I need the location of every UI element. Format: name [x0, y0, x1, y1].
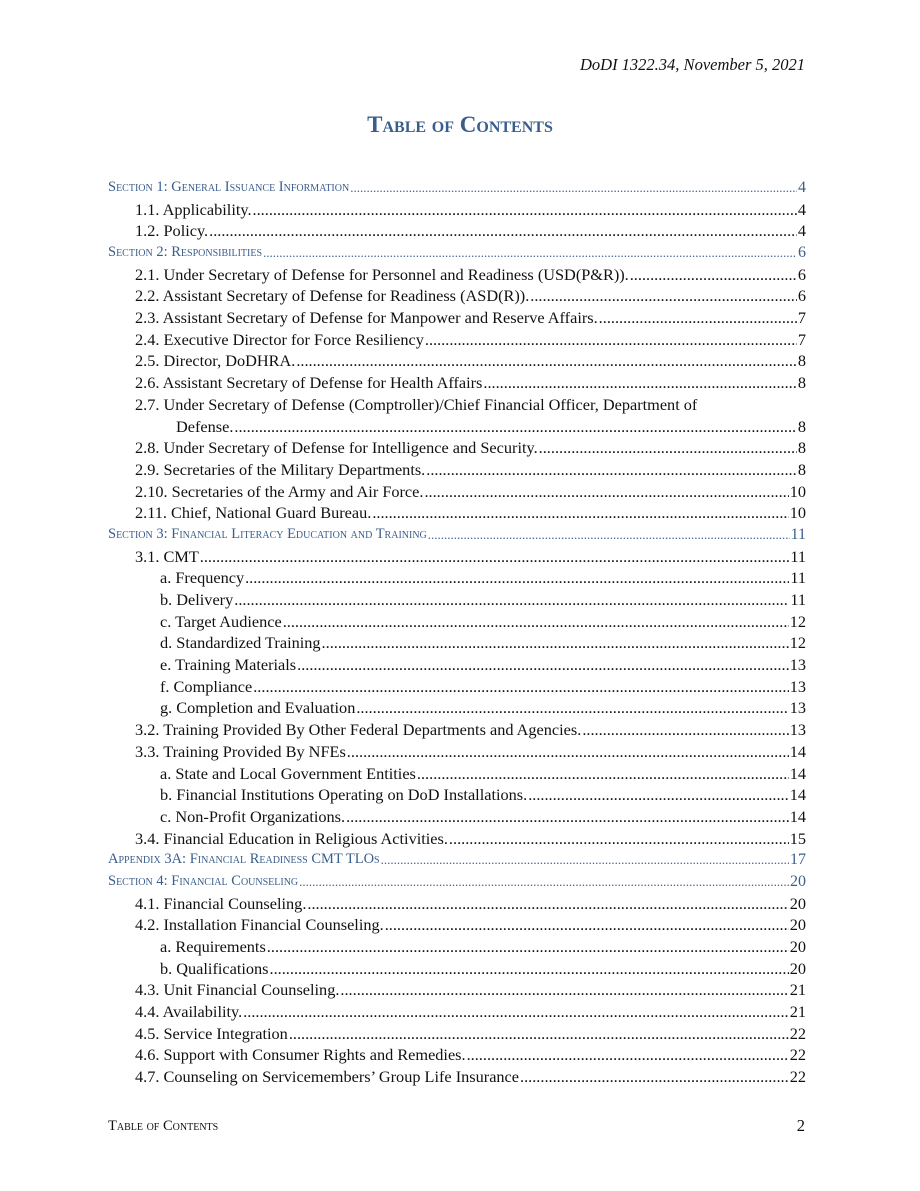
toc-entry-page: 20 [789, 958, 806, 978]
dot-leader [428, 524, 790, 546]
toc-entry-page: 22 [789, 1045, 806, 1065]
toc-entry[interactable] [108, 546, 806, 568]
toc-entry-page: 14 [789, 741, 806, 761]
toc-entry-continued[interactable]: 2.7. Under Secretary of Defense (Comptroller)/Chief Financial Officer, Department of [135, 394, 698, 414]
toc-entry-page: 21 [789, 1002, 806, 1022]
toc-entry-title: 2.5. Director, DoDHRA. [135, 351, 296, 371]
toc-entry-title: Section 4: Financial Counseling [108, 872, 299, 889]
toc-entry[interactable] [108, 654, 806, 676]
toc-entry-page: 8 [797, 459, 806, 479]
toc-entry-title: 3.4. Financial Education in Religious Activities. [135, 828, 448, 848]
toc-entry-page: 14 [789, 806, 806, 826]
toc-entry[interactable] [108, 502, 806, 524]
dot-leader [425, 329, 797, 351]
toc-entry[interactable] [108, 698, 806, 720]
table-of-contents [108, 177, 806, 1088]
dot-leader [245, 567, 789, 589]
dot-leader [539, 437, 797, 459]
running-header: DoDI 1322.34, November 5, 2021 [579, 55, 805, 74]
toc-entry-title: Defense. [176, 416, 234, 436]
toc-entry-title: c. Non-Profit Organizations. [160, 806, 346, 826]
toc-entry-title: 1.2. Policy. [135, 221, 209, 241]
toc-entry-title: Section 3: Financial Literacy Education and Training [108, 525, 427, 542]
toc-entry[interactable] [108, 307, 806, 329]
dot-leader [381, 849, 789, 871]
toc-entry-page: 6 [797, 264, 806, 284]
toc-entry[interactable] [108, 264, 806, 286]
toc-section-entry[interactable] [108, 871, 806, 893]
toc-entry-page: 20 [789, 915, 806, 935]
toc-entry-page: 10 [789, 503, 806, 523]
toc-entry[interactable] [108, 719, 806, 741]
toc-entry[interactable] [108, 220, 806, 242]
dot-leader [350, 177, 797, 199]
toc-entry[interactable] [108, 329, 806, 351]
toc-entry-title: 2.4. Executive Director for Force Resiliency [135, 329, 424, 349]
dot-leader [630, 264, 797, 286]
toc-entry-title: a. State and Local Government Entities [160, 763, 416, 783]
toc-entry-page: 22 [789, 1067, 806, 1087]
toc-entry-title: 2.3. Assistant Secretary of Defense for Manpower and Reserve Affairs. [135, 308, 598, 328]
dot-leader [209, 220, 797, 242]
toc-entry-page: 4 [798, 178, 806, 196]
toc-entry-page: 7 [797, 329, 806, 349]
toc-entry-page: 13 [789, 655, 806, 675]
toc-entry-title: b. Financial Institutions Operating on DoD Installations. [160, 785, 528, 805]
dot-leader [426, 459, 797, 481]
toc-entry[interactable] [108, 285, 806, 307]
toc-entry[interactable] [108, 481, 806, 503]
toc-entry-title: 2.8. Under Secretary of Defense for Intelligence and Security. [135, 438, 538, 458]
dot-leader [467, 1044, 789, 1066]
dot-leader [417, 763, 789, 785]
dot-leader [234, 416, 796, 438]
toc-entry-title: 4.4. Availability. [135, 1002, 243, 1022]
toc-entry-title: d. Standardized Training [160, 633, 321, 653]
toc-entry-title: Section 1: General Issuance Information [108, 178, 350, 195]
toc-entry-page: 8 [797, 438, 806, 458]
toc-entry-page: 20 [789, 893, 806, 913]
toc-entry-page: 11 [790, 546, 806, 566]
toc-entry-title: 4.1. Financial Counseling. [135, 893, 307, 913]
dot-leader [322, 632, 789, 654]
toc-entry-page: 13 [789, 698, 806, 718]
toc-entry[interactable] [108, 611, 806, 633]
toc-entry[interactable] [108, 828, 806, 850]
toc-entry-page: 13 [789, 720, 806, 740]
toc-entry-title: g. Completion and Evaluation [160, 698, 356, 718]
toc-entry-title: a. Frequency [160, 568, 245, 588]
dot-leader [530, 285, 797, 307]
toc-entry-title: f. Compliance [160, 676, 253, 696]
dot-leader [483, 372, 796, 394]
toc-entry-title: 4.6. Support with Consumer Rights and Remedies. [135, 1045, 466, 1065]
dot-leader [283, 611, 789, 633]
toc-entry[interactable] [108, 806, 806, 828]
dot-leader [449, 828, 789, 850]
toc-entry[interactable] [108, 893, 806, 915]
toc-entry[interactable] [108, 936, 806, 958]
toc-entry-page: 20 [789, 937, 806, 957]
dot-leader [289, 1023, 789, 1045]
toc-entry[interactable] [108, 632, 806, 654]
footer-page-number: 2 [796, 1116, 805, 1135]
toc-entry-page: 8 [797, 416, 806, 436]
toc-entry-title: 2.11. Chief, National Guard Bureau. [135, 503, 372, 523]
dot-leader [297, 654, 789, 676]
toc-entry-title: e. Training Materials [160, 655, 297, 675]
toc-entry-page: 14 [789, 785, 806, 805]
dot-leader [263, 242, 797, 264]
toc-entry[interactable] [108, 914, 806, 936]
dot-leader [340, 979, 788, 1001]
toc-entry-page: 14 [789, 763, 806, 783]
toc-entry-page: 11 [790, 568, 806, 588]
toc-entry-page: 8 [797, 351, 806, 371]
toc-entry-page: 11 [790, 525, 806, 543]
toc-entry[interactable] [108, 784, 806, 806]
dot-leader [267, 936, 789, 958]
toc-entry[interactable] [108, 589, 806, 611]
toc-entry-title: b. Qualifications [160, 958, 269, 978]
dot-leader [424, 481, 788, 503]
toc-entry-page: 17 [790, 851, 806, 869]
toc-entry-title: c. Target Audience [160, 611, 282, 631]
dot-leader [528, 784, 789, 806]
dot-leader [346, 806, 789, 828]
toc-entry-title: b. Delivery [160, 590, 234, 610]
toc-section-entry[interactable] [108, 849, 806, 871]
toc-entry-title: Section 2: Responsibilities [108, 244, 263, 261]
toc-entry-page: 13 [789, 676, 806, 696]
toc-section-entry[interactable] [108, 524, 806, 546]
toc-entry[interactable] [108, 958, 806, 980]
dot-leader [243, 1001, 789, 1023]
toc-entry[interactable] [108, 741, 806, 763]
toc-entry[interactable] [108, 676, 806, 698]
dot-leader [582, 719, 788, 741]
footer-section-name: Table of Contents [108, 1118, 219, 1134]
toc-entry-page: 21 [789, 980, 806, 1000]
toc-entry-page: 20 [790, 872, 806, 890]
toc-entry[interactable] [108, 979, 806, 1001]
dot-leader [599, 307, 797, 329]
toc-entry[interactable] [108, 1023, 806, 1045]
toc-entry[interactable] [108, 437, 806, 459]
toc-section-entry[interactable] [108, 177, 806, 199]
toc-entry-page: 12 [789, 611, 806, 631]
toc-entry-title: 2.2. Assistant Secretary of Defense for Readiness (ASD(R)). [135, 286, 530, 306]
toc-entry-title: 3.1. CMT [135, 546, 199, 566]
toc-entry[interactable] [108, 372, 806, 394]
toc-entry-title: 2.1. Under Secretary of Defense for Personnel and Readiness (USD(P&R)). [135, 264, 629, 284]
toc-entry[interactable] [108, 1066, 806, 1088]
dot-leader [347, 741, 789, 763]
toc-entry[interactable] [108, 416, 806, 438]
toc-entry[interactable] [108, 459, 806, 481]
toc-entry[interactable] [108, 1045, 806, 1067]
toc-entry-page: 6 [798, 244, 806, 262]
toc-entry-page: 15 [789, 828, 806, 848]
toc-entry[interactable] [108, 567, 806, 589]
dot-leader [356, 697, 788, 719]
toc-entry-title: 2.9. Secretaries of the Military Departments. [135, 459, 426, 479]
toc-entry-page: 7 [797, 308, 806, 328]
dot-leader [270, 958, 789, 980]
toc-entry-title: 4.7. Counseling on Servicemembers’ Group Life Insurance [135, 1067, 520, 1087]
toc-entry[interactable] [108, 1001, 806, 1023]
toc-entry-page: 11 [790, 590, 806, 610]
toc-entry-title: 4.2. Installation Financial Counseling. [135, 915, 384, 935]
dot-leader [372, 502, 788, 524]
dot-leader [520, 1066, 789, 1088]
toc-entry-page: 22 [789, 1023, 806, 1043]
toc-entry-title: 4.5. Service Integration [135, 1023, 288, 1043]
dot-leader [307, 893, 788, 915]
toc-entry-title: 2.10. Secretaries of the Army and Air Force. [135, 481, 424, 501]
dot-leader [385, 914, 789, 936]
toc-entry-page: 6 [797, 286, 806, 306]
toc-section-entry[interactable] [108, 242, 806, 264]
toc-entry-title: 4.3. Unit Financial Counseling. [135, 980, 340, 1000]
toc-entry-page: 12 [789, 633, 806, 653]
toc-entry-title: 2.6. Assistant Secretary of Defense for Health Affairs [135, 373, 483, 393]
toc-entry[interactable] [108, 199, 806, 221]
page-title-text: Table of Contents [367, 112, 553, 137]
dot-leader [200, 546, 790, 568]
toc-entry-title: Appendix 3A: Financial Readiness CMT TLOs [108, 851, 380, 868]
page-title [0, 112, 920, 138]
toc-entry[interactable] [108, 351, 806, 373]
toc-entry[interactable] [108, 763, 806, 785]
toc-entry-page: 4 [797, 221, 806, 241]
dot-leader [296, 350, 797, 372]
toc-entry-page: 10 [789, 481, 806, 501]
dot-leader [253, 676, 788, 698]
toc-entry-title: a. Requirements [160, 937, 266, 957]
toc-entry-page: 4 [797, 199, 806, 219]
dot-leader [299, 871, 789, 893]
toc-entry-title: 3.3. Training Provided By NFEs [135, 741, 346, 761]
dot-leader [234, 589, 789, 611]
toc-entry-title: 1.1. Applicability. [135, 199, 252, 219]
toc-entry-title: 3.2. Training Provided By Other Federal Departments and Agencies. [135, 720, 582, 740]
toc-entry-page: 8 [797, 373, 806, 393]
dot-leader [253, 199, 797, 221]
